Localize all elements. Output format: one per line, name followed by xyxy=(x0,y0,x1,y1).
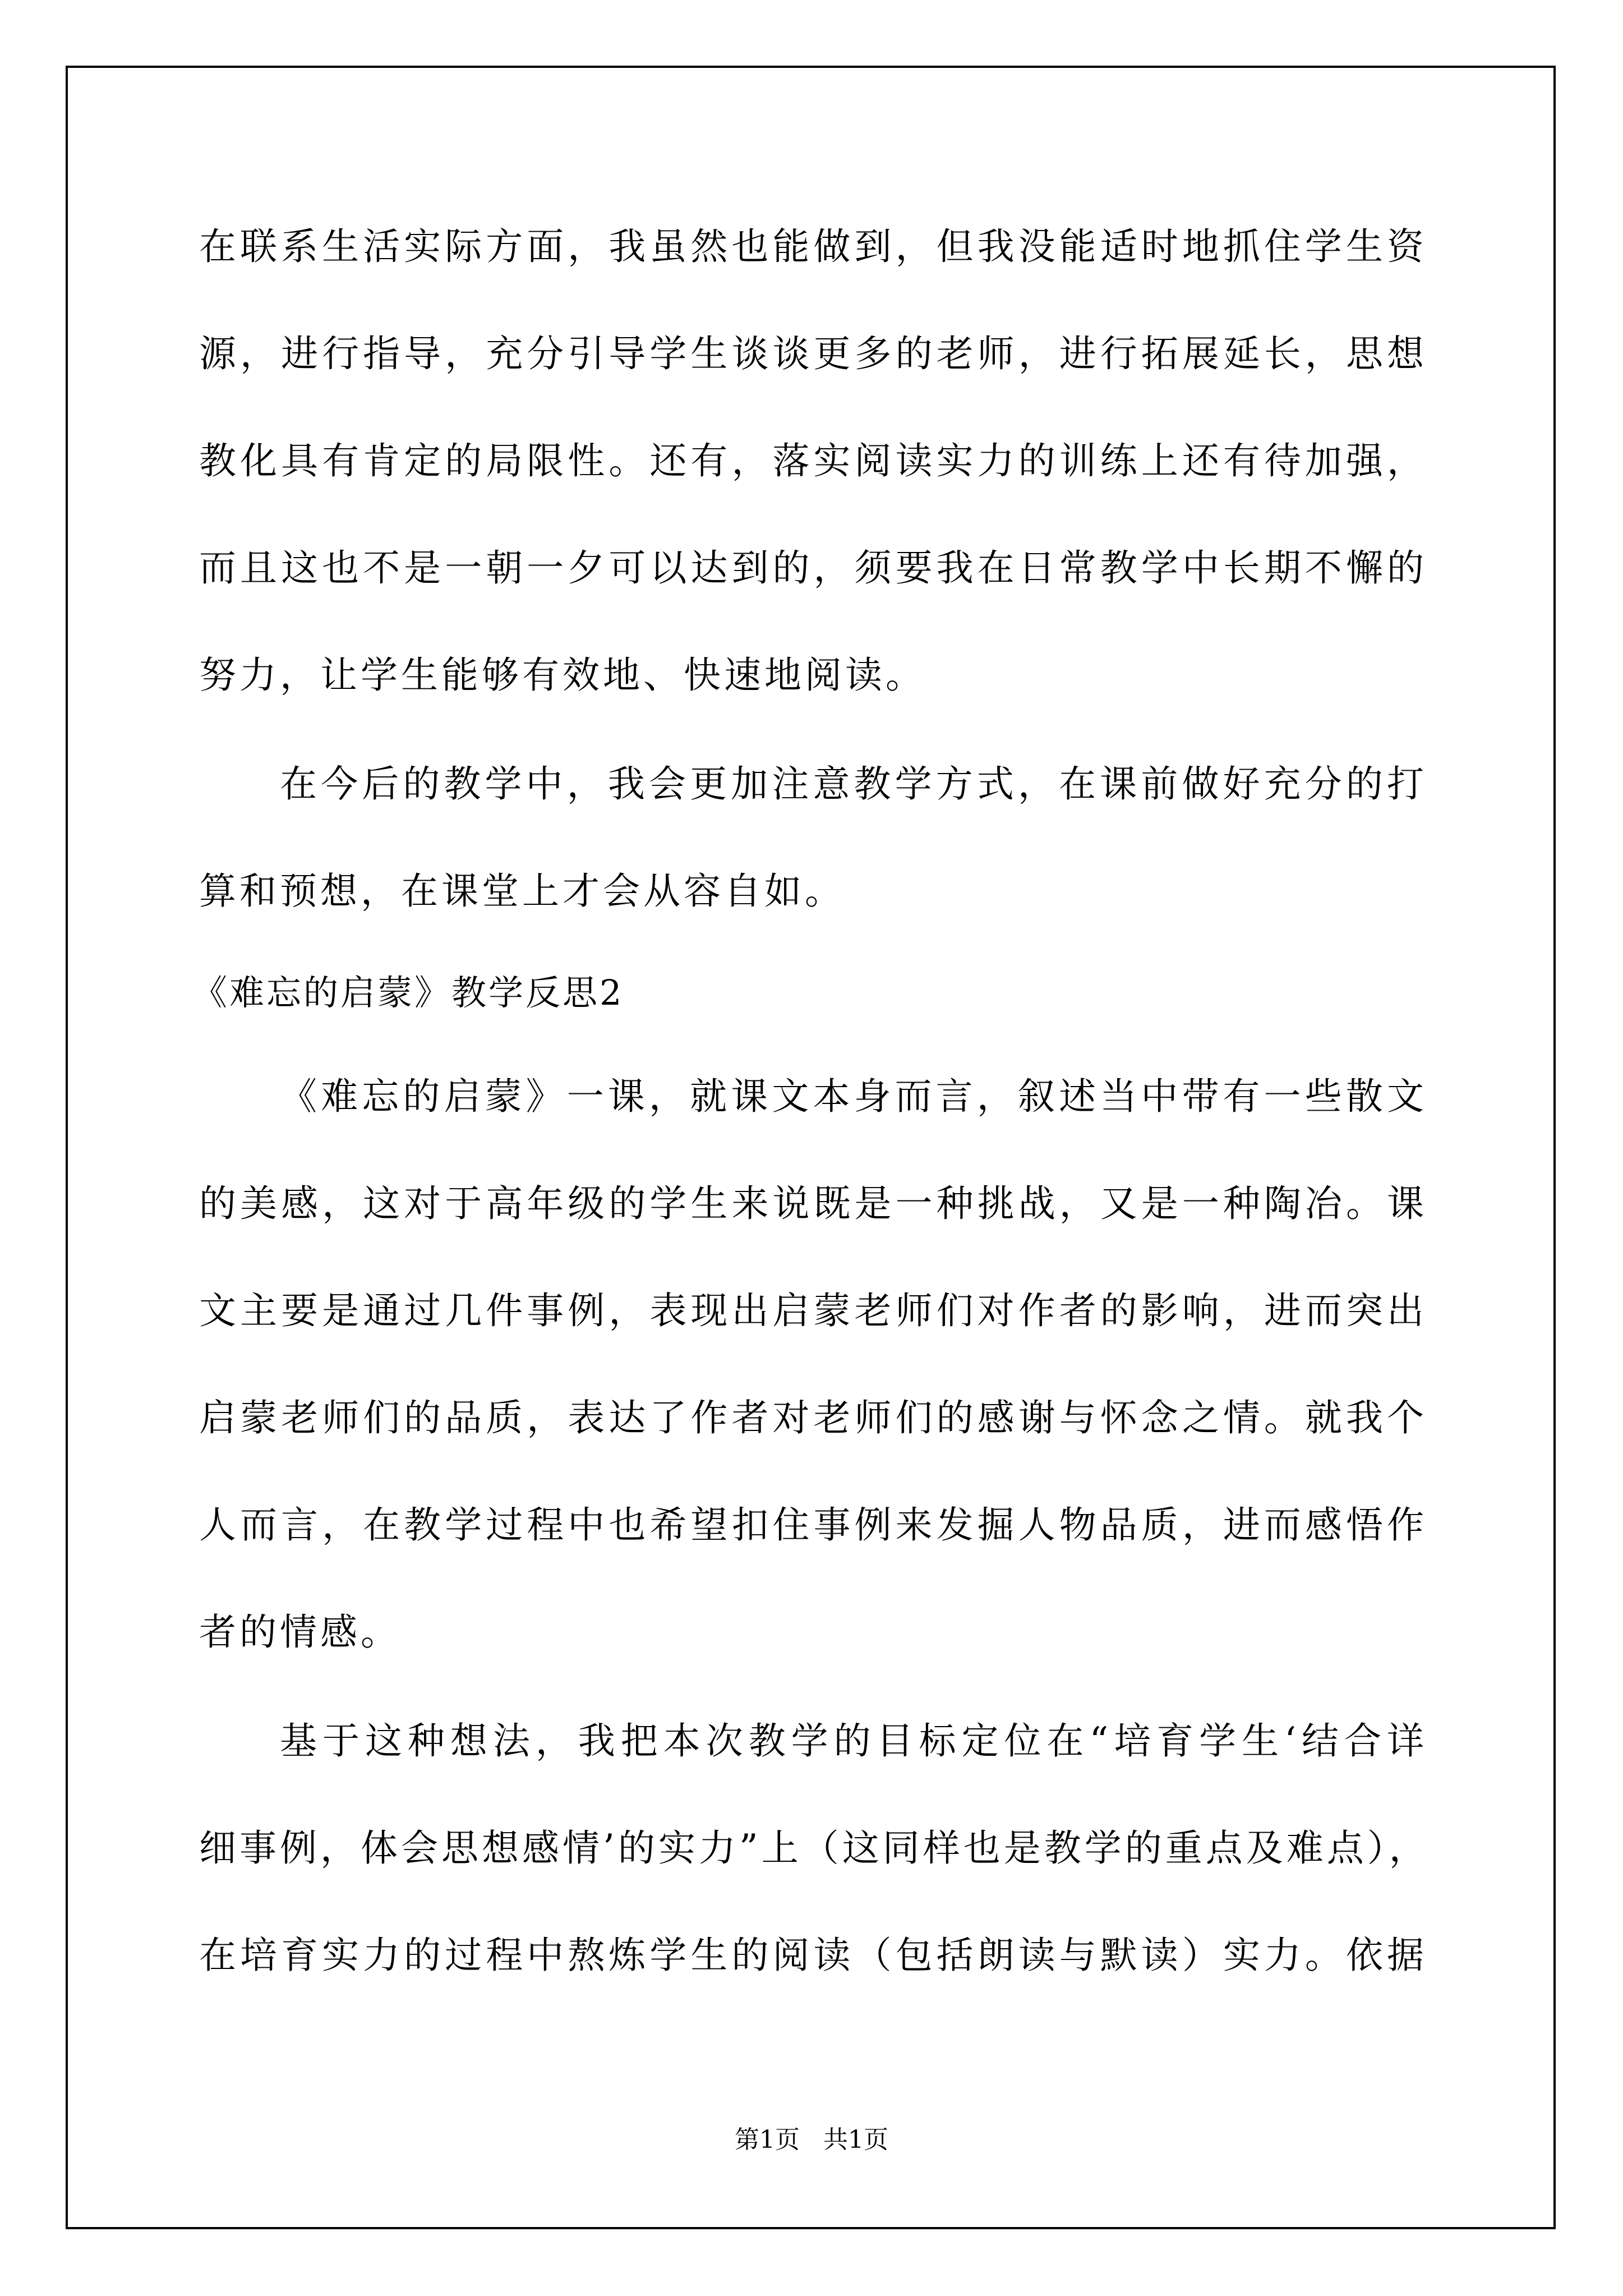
page-border xyxy=(66,66,1556,2229)
text-line: 而且这也不是一朝一夕可以达到的，须要我在日常教学中长期不懈的 xyxy=(199,546,1427,590)
text-line: 源，进行指导，充分引导学生谈谈更多的老师，进行拓展延长，思想 xyxy=(199,332,1427,375)
text-line: 算和预想，在课堂上才会从容自如。 xyxy=(199,869,845,913)
text-line: 努力，让学生能够有效地、快速地阅读。 xyxy=(199,654,926,697)
text-line: 基于这种想法，我把本次教学的目标定位在“培育学生‘结合详 xyxy=(280,1719,1427,1763)
text-line: 在今后的教学中，我会更加注意教学方式，在课前做好充分的打 xyxy=(280,762,1427,806)
text-line: 在培育实力的过程中熬炼学生的阅读（包括朗读与默读）实力。依据 xyxy=(199,1934,1427,1977)
text-line: 《难忘的启蒙》一课，就课文本身而言，叙述当中带有一些散文 xyxy=(280,1075,1427,1118)
page-number-footer: 第1页 共1页 xyxy=(735,2125,888,2154)
text-line: 在联系生活实际方面，我虽然也能做到，但我没能适时地抓住学生资 xyxy=(199,225,1427,268)
text-line: 者的情感。 xyxy=(199,1611,401,1654)
text-line: 启蒙老师们的品质，表达了作者对老师们的感谢与怀念之情。就我个 xyxy=(199,1396,1427,1439)
text-line: 细事例，体会思想感情’的实力”上（这同样也是教学的重点及难点）， xyxy=(199,1826,1430,1870)
section-heading: 《难忘的启蒙》教学反思2 xyxy=(192,972,624,1013)
text-line: 的美感，这对于高年级的学生来说既是一种挑战，又是一种陶冶。课 xyxy=(199,1182,1427,1225)
text-line: 文主要是通过几件事例，表现出启蒙老师们对作者的影响，进而突出 xyxy=(199,1289,1427,1332)
text-line: 人而言，在教学过程中也希望扣住事例来发掘人物品质，进而感悟作 xyxy=(199,1503,1427,1547)
text-line: 教化具有肯定的局限性。还有，落实阅读实力的训练上还有待加强， xyxy=(199,439,1427,482)
